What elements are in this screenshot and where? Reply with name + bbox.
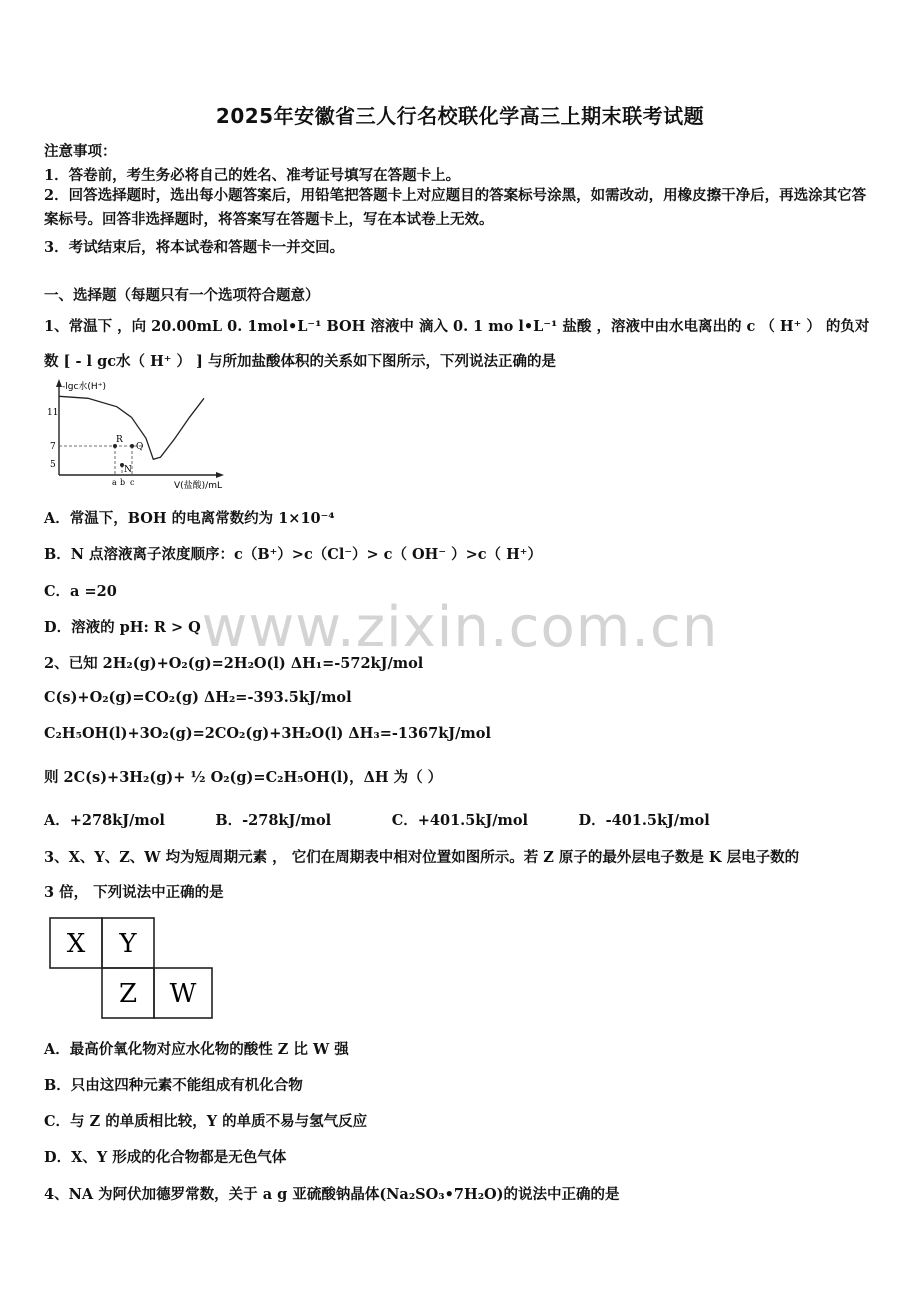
- point-Q: [130, 444, 134, 448]
- q1-stem-line1: 1、常温下 ，向 20.00mL 0. 1mol•L⁻¹ BOH 溶液中 滴入 0. 1 mo l•L⁻¹ 盐酸 ，溶液中由水电离出的 c （ H⁺ ） 的负对: [44, 318, 870, 335]
- cell-Z-label: Z: [118, 979, 138, 1009]
- q3-option-a: A．最高价氧化物对应水化物的酸性 Z 比 W 强: [44, 1041, 349, 1058]
- periodic-table-fragment: [48, 916, 218, 1022]
- q2-line2: C(s)+O₂(g)=CO₂(g) ΔH₂=-393.5kJ/mol: [44, 689, 352, 706]
- q2-line3: C₂H₅OH(l)+3O₂(g)=2CO₂(g)+3H₂O(l) ΔH₃=-1367kJ/mol: [44, 725, 491, 742]
- watermark: www.zixin.com.cn: [201, 595, 719, 660]
- q1-option-b: B．N 点溶液离子浓度顺序：c（B⁺）>c（Cl⁻）> c（ OH⁻ ）>c（ H⁺）: [44, 546, 542, 563]
- section-heading: 一、选择题（每题只有一个选项符合题意）: [44, 287, 320, 304]
- y-tick-5: 5: [50, 460, 56, 470]
- notice-item-1: 1．答卷前，考生务必将自己的姓名、准考证号填写在答题卡上。: [44, 167, 461, 184]
- notice-heading: 注意事项：: [44, 143, 117, 160]
- q2-options: A．+278kJ/mol B．-278kJ/mol C．+401.5kJ/mol D．-401.5kJ/mol: [44, 812, 710, 829]
- q1-stem-line2: 数 [ - l gc水（ H⁺ ） ] 与所加盐酸体积的关系如下图所示，下列说法正确的是: [44, 353, 556, 370]
- q1-chart: [44, 375, 234, 493]
- q3-stem-line2: 3 倍， 下列说法中正确的是: [44, 884, 224, 901]
- y-tick-7: 7: [50, 442, 56, 452]
- notice-item-2: 2．回答选择题时，选出每小题答案后，用铅笔把答题卡上对应题目的答案标号涂黑，如需改动，用橡皮擦干净后，再选涂其它答案标号。回答非选择题时，将答案写在答题卡上，写在本试卷上无效。: [44, 187, 867, 228]
- label-Q: Q: [136, 442, 144, 452]
- q1-option-a: A．常温下，BOH 的电离常数约为 1×10⁻⁴: [44, 510, 335, 527]
- y-axis-label: -lgc水(H⁺): [62, 382, 106, 392]
- q3-option-b: B．只由这四种元素不能组成有机化合物: [44, 1077, 303, 1094]
- x-tick-c: c: [130, 478, 135, 487]
- cell-W-label: W: [169, 979, 197, 1009]
- q4-stem: 4、NA 为阿伏加德罗常数，关于 a g 亚硫酸钠晶体(Na₂SO₃•7H₂O)的说法中正确的是: [44, 1186, 620, 1203]
- q3-option-c: C．与 Z 的单质相比较，Y 的单质不易与氢气反应: [44, 1113, 368, 1130]
- label-R: R: [116, 435, 123, 445]
- x-axis-label: V(盐酸)/mL: [174, 481, 222, 491]
- q3-option-d: D．X、Y 形成的化合物都是无色气体: [44, 1149, 287, 1166]
- cell-X-label: X: [66, 929, 86, 959]
- x-tick-b: b: [120, 478, 126, 487]
- page-title: 2025年安徽省三人行名校联化学高三上期末联考试题: [215, 104, 705, 128]
- notice-item-3: 3．考试结束后，将本试卷和答题卡一并交回。: [44, 239, 345, 256]
- q1-option-d: D．溶液的 pH: R > Q: [44, 619, 201, 636]
- q2-line1: 2、已知 2H₂(g)+O₂(g)=2H₂O(l) ΔH₁=-572kJ/mol: [44, 655, 424, 672]
- y-tick-11: 11: [47, 408, 59, 418]
- q2-line4: 则 2C(s)+3H₂(g)+ ½ O₂(g)=C₂H₅OH(l)，ΔH 为（ ）: [44, 769, 443, 786]
- cell-Y-label: Y: [119, 929, 137, 959]
- q1-option-c: C．a =20: [44, 583, 117, 600]
- label-N: N: [124, 465, 132, 475]
- series-line: [59, 396, 204, 459]
- x-axis-arrow: [216, 472, 224, 478]
- q3-stem-line1: 3、X、Y、Z、W 均为短周期元素 ， 它们在周期表中相对位置如图所示。若 Z 原子的最外层电子数是 K 层电子数的: [44, 849, 800, 866]
- x-tick-a: a: [112, 478, 117, 487]
